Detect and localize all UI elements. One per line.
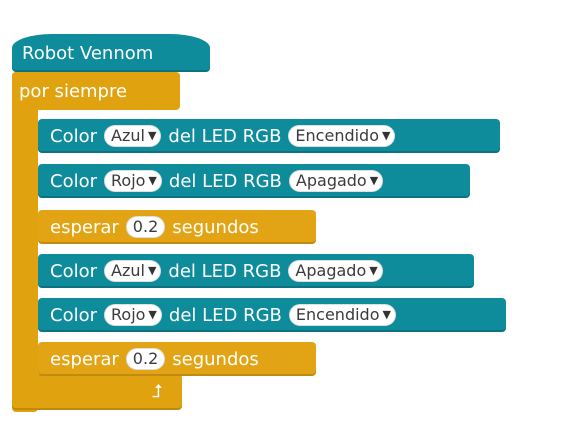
wait-row-1 — [50, 210, 259, 244]
chevron-down-icon: ▼ — [369, 174, 379, 187]
led-label: del LED RGB — [168, 170, 282, 192]
hat-label: Robot Vennom — [22, 43, 154, 64]
chevron-down-icon: ▼ — [147, 264, 157, 277]
color-label: Color — [50, 304, 97, 326]
color-label: Color — [50, 125, 97, 147]
led-row-1 — [50, 119, 402, 153]
loop-arrow-icon: ⮥ — [152, 381, 163, 402]
chevron-down-icon: ▼ — [382, 129, 391, 142]
wait-label: esperar — [50, 216, 119, 238]
led-label: del LED RGB — [168, 125, 282, 147]
chevron-down-icon: ▼ — [382, 308, 391, 321]
state-dropdown[interactable]: Apagado ▼ — [288, 260, 382, 282]
led-label: del LED RGB — [168, 304, 282, 326]
loop-label: por siempre — [19, 81, 128, 102]
seconds-input[interactable]: 0.2 — [126, 216, 165, 238]
unit-label: segundos — [172, 348, 259, 370]
state-dropdown[interactable]: Encendido ▼ — [289, 304, 396, 326]
led-row-4 — [50, 298, 403, 332]
led-label: del LED RGB — [168, 260, 282, 282]
wait-row-2 — [50, 342, 259, 376]
seconds-input[interactable]: 0.2 — [126, 348, 165, 370]
led-row-3 — [50, 254, 390, 288]
state-dropdown[interactable]: Apagado ▼ — [289, 170, 383, 192]
chevron-down-icon: ▼ — [147, 129, 157, 142]
state-dropdown[interactable]: Encendido ▼ — [288, 125, 395, 147]
color-dropdown[interactable]: Rojo ▼ — [104, 304, 162, 326]
led-row-2 — [50, 164, 390, 198]
color-dropdown[interactable]: Rojo ▼ — [104, 170, 162, 192]
wait-label: esperar — [50, 348, 119, 370]
chevron-down-icon: ▼ — [148, 308, 157, 321]
chevron-down-icon: ▼ — [148, 174, 157, 187]
color-dropdown[interactable]: Azul ▼ — [104, 125, 161, 147]
color-dropdown[interactable]: Azul ▼ — [104, 260, 161, 282]
hat-block[interactable] — [12, 34, 210, 72]
chevron-down-icon: ▼ — [369, 264, 378, 277]
color-label: Color — [50, 170, 97, 192]
color-label: Color — [50, 260, 97, 282]
unit-label: segundos — [172, 216, 259, 238]
